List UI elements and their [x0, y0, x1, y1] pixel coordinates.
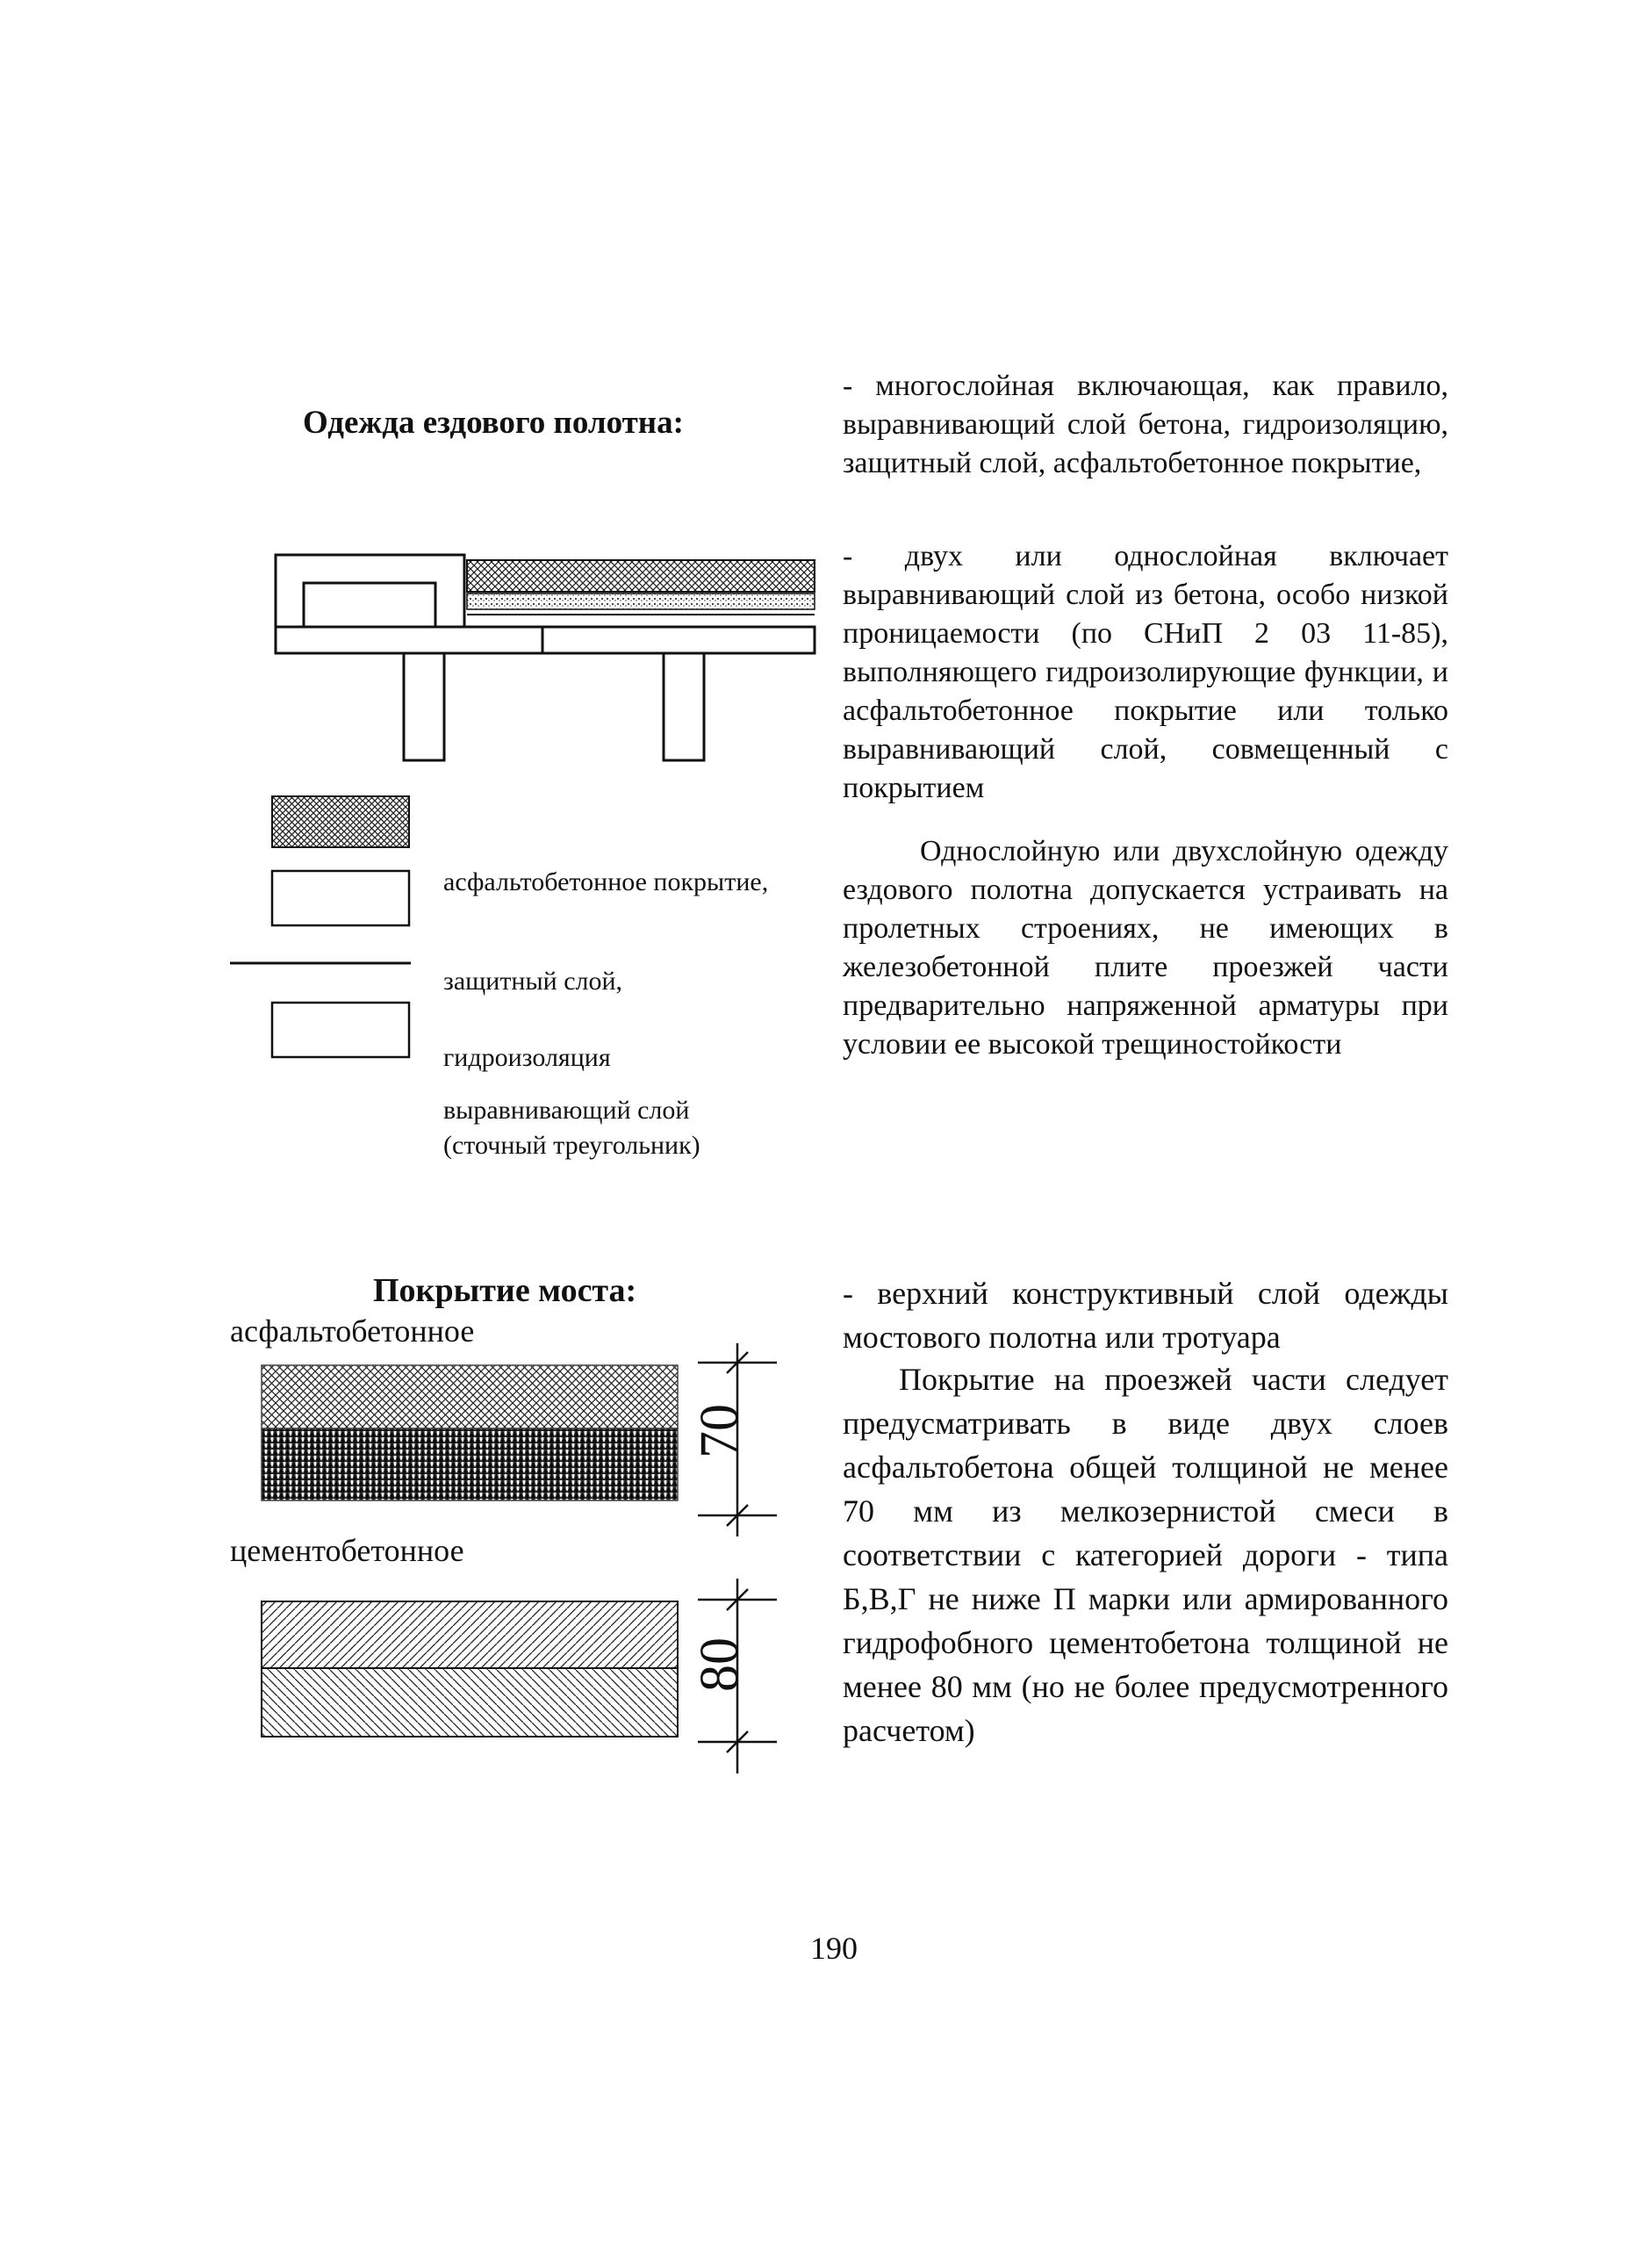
- page-number: 190: [810, 1931, 858, 1966]
- section1-bullet-single-layer: - двух или однослойная включает выравнивающий слой из бетона, особо низкой проницаемости (по СНиП 2 03 11-85), выполняющего гидроизолирующие функции, и асфальтобетонное покрытие или только выравнивающий слой, совмещенный с покрытием: [843, 540, 1448, 804]
- section2-bullet: - верхний конструктивный слой одежды мостового полотна или тротуара: [843, 1276, 1448, 1355]
- legend-asphalt-label: асфальтобетонное покрытие,: [443, 867, 769, 896]
- section1-bullet-multilayer: - многослойная включающая, как правило, выравнивающий слой бетона, гидроизоляцию, защитный слой, асфальтобетонное покрытие,: [843, 370, 1448, 479]
- section2-cement-label: цементобетонное: [230, 1533, 464, 1568]
- asphalt-layer-sample: [260, 1363, 681, 1504]
- legend-asphalt-swatch: [270, 795, 411, 849]
- section1-paragraph: Однослойную или двухслойную одежду ездового полотна допускается устраивать на пролетных строениях, не имеющих в железобетонной плите проезжей части предварительно напряженной арматуры при условии ее высокой трещиностойкости: [843, 835, 1448, 1061]
- deck-cross-section-diagram: [263, 544, 825, 764]
- section2-paragraph: Покрытие на проезжей части следует предусматривать в виде двух слоев асфальтобетона общей толщиной не менее 70 мм из мелкозернистой смеси в соответствии с категорией дороги - типа Б,В,Г не ниже П марки или армированного гидрофобного цементобетона толщиной не менее 80 мм (но не более предусмотренного расчетом): [843, 1362, 1448, 1748]
- legend-protective-label: защитный слой,: [443, 967, 623, 996]
- legend-leveling-label-1: выравнивающий слой: [443, 1096, 690, 1125]
- legend-empty-box-1: [270, 869, 411, 927]
- dimension-80-label: 80: [690, 1637, 750, 1692]
- legend-line: [230, 959, 411, 968]
- section1-title: Одежда ездового полотна:: [303, 405, 684, 441]
- legend-waterproofing-label: гидроизоляция: [443, 1043, 611, 1072]
- legend-leveling-label-2: (сточный треугольник): [443, 1131, 700, 1160]
- section2-title: Покрытие моста:: [373, 1272, 637, 1309]
- cement-layer-sample: [260, 1600, 681, 1740]
- section2-asphalt-label: асфальтобетонное: [230, 1313, 475, 1349]
- dimension-70-label: 70: [690, 1404, 750, 1458]
- legend-empty-box-2: [270, 1001, 411, 1059]
